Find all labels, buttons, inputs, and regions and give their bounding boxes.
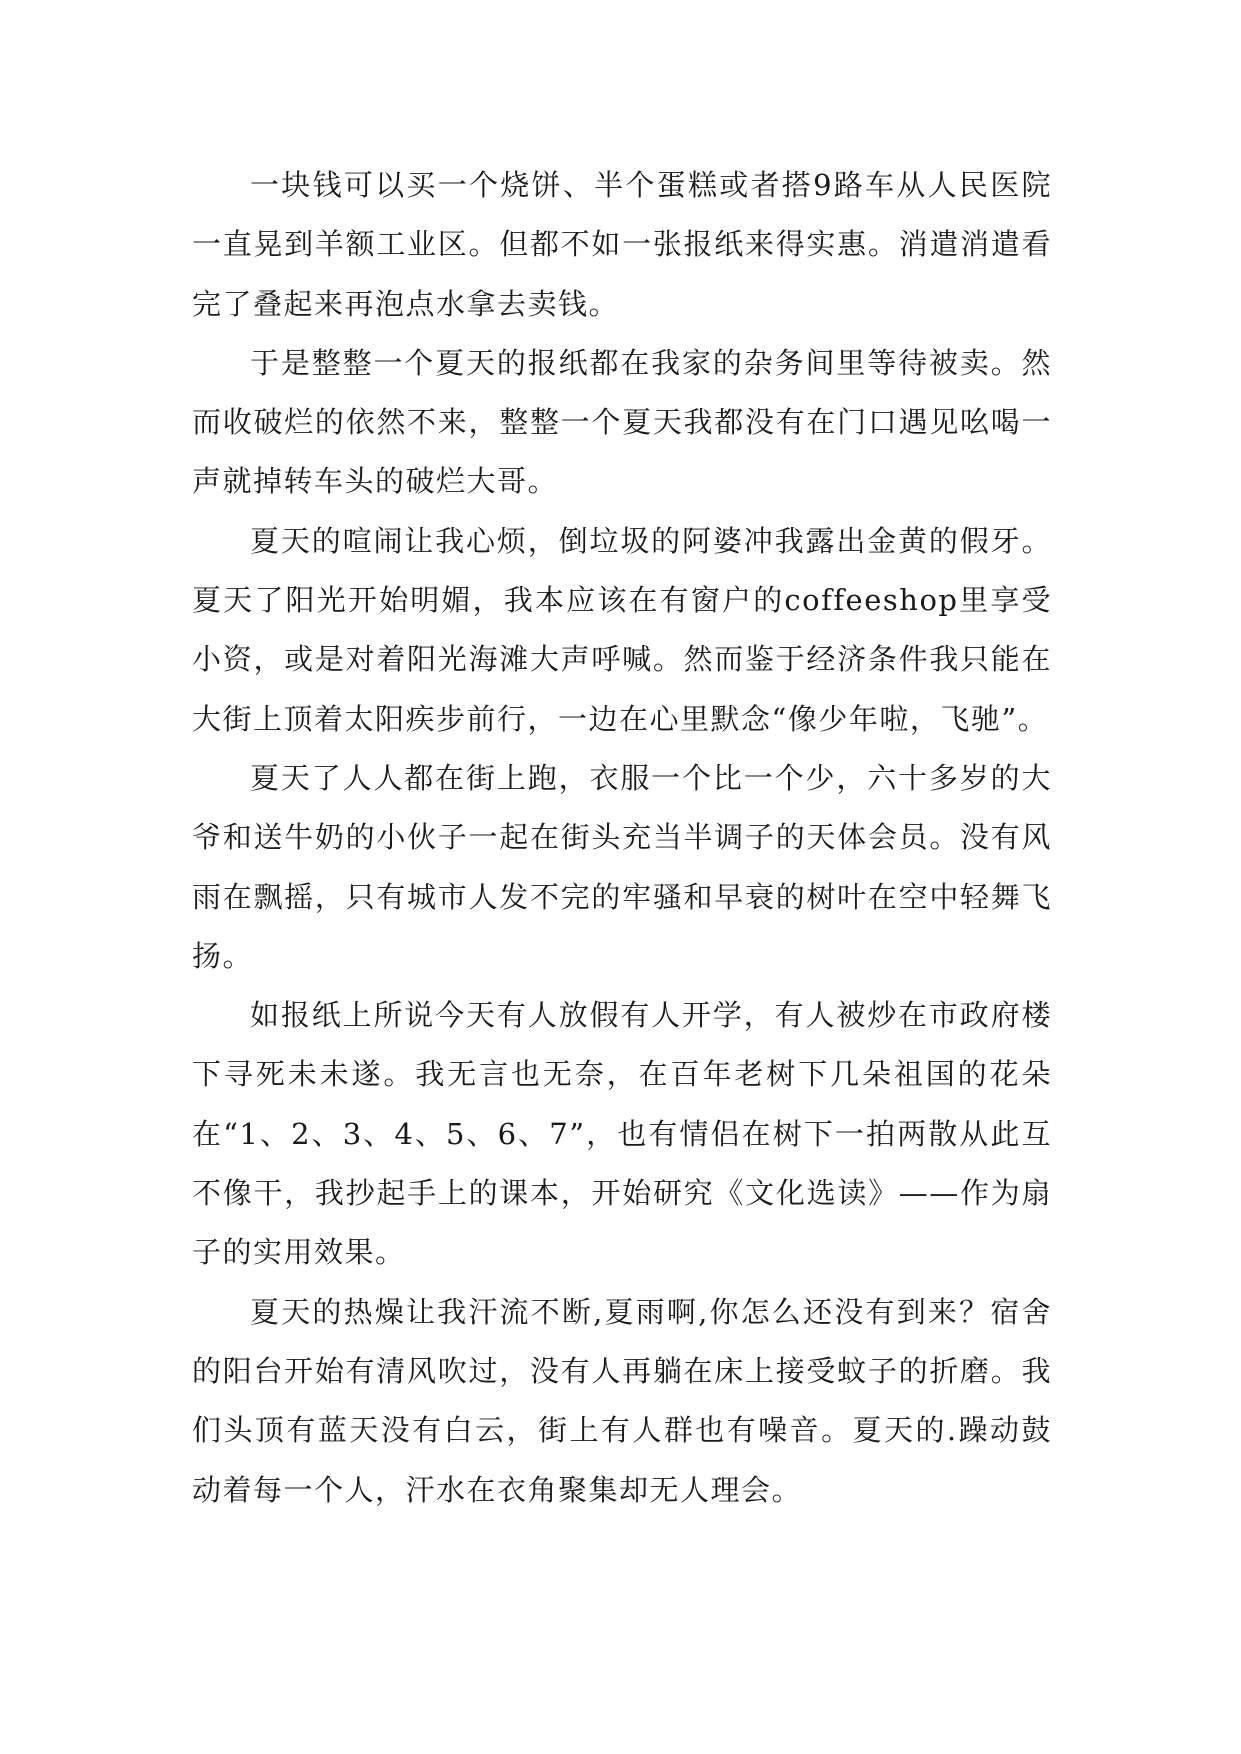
paragraph-6: 夏天的热燥让我汗流不断,夏雨啊,你怎么还没有到来？宿舍的阳台开始有清风吹过，没有人再躺在床上接受蚊子的折磨。我们头顶有蓝天没有白云，街上有人群也有噪音。夏天的.躁动鼓动着每一个人，汗水在衣角聚集却无人理会。 — [192, 1294, 1052, 1507]
paragraph-4: 夏天了人人都在街上跑，衣服一个比一个少，六十多岁的大爷和送牛奶的小伙子一起在街头充当半调子的天体会员。没有风雨在飘摇，只有城市人发不完的牢骚和早衰的树叶在空中轻舞飞扬。 — [192, 760, 1052, 973]
paragraph-1: 一块钱可以买一个烧饼、半个蛋糕或者搭9路车从人民医院一直晃到羊额工业区。但都不如一张报纸来得实惠。消遣消遣看完了叠起来再泡点水拿去卖钱。 — [192, 168, 1052, 321]
document-body — [192, 156, 1052, 1520]
paragraph-2: 于是整整一个夏天的报纸都在我家的杂务间里等待被卖。然而收破烂的依然不来，整整一个夏天我都没有在门口遇见吆喝一声就掉转车头的破烂大哥。 — [192, 345, 1052, 499]
paragraph-3: 夏天的喧闹让我心烦，倒垃圾的阿婆冲我露出金黄的假牙。夏天了阳光开始明媚，我本应该在有窗户的coffeeshop里享受小资，或是对着阳光海滩大声呼喊。然而鉴于经济条件我只能在大街上顶着太阳疾步前行，一边在心里默念“像少年啦，飞驰”。 — [192, 523, 1052, 736]
paragraph-5: 如报纸上所说今天有人放假有人开学，有人被炒在市政府楼下寻死未未遂。我无言也无奈，在百年老树下几朵祖国的花朵在“1、2、3、4、5、6、7”，也有情侣在树下一拍两散从此互不像干，我抄起手上的课本，开始研究《文化选读》——作为扇子的实用效果。 — [192, 998, 1052, 1270]
